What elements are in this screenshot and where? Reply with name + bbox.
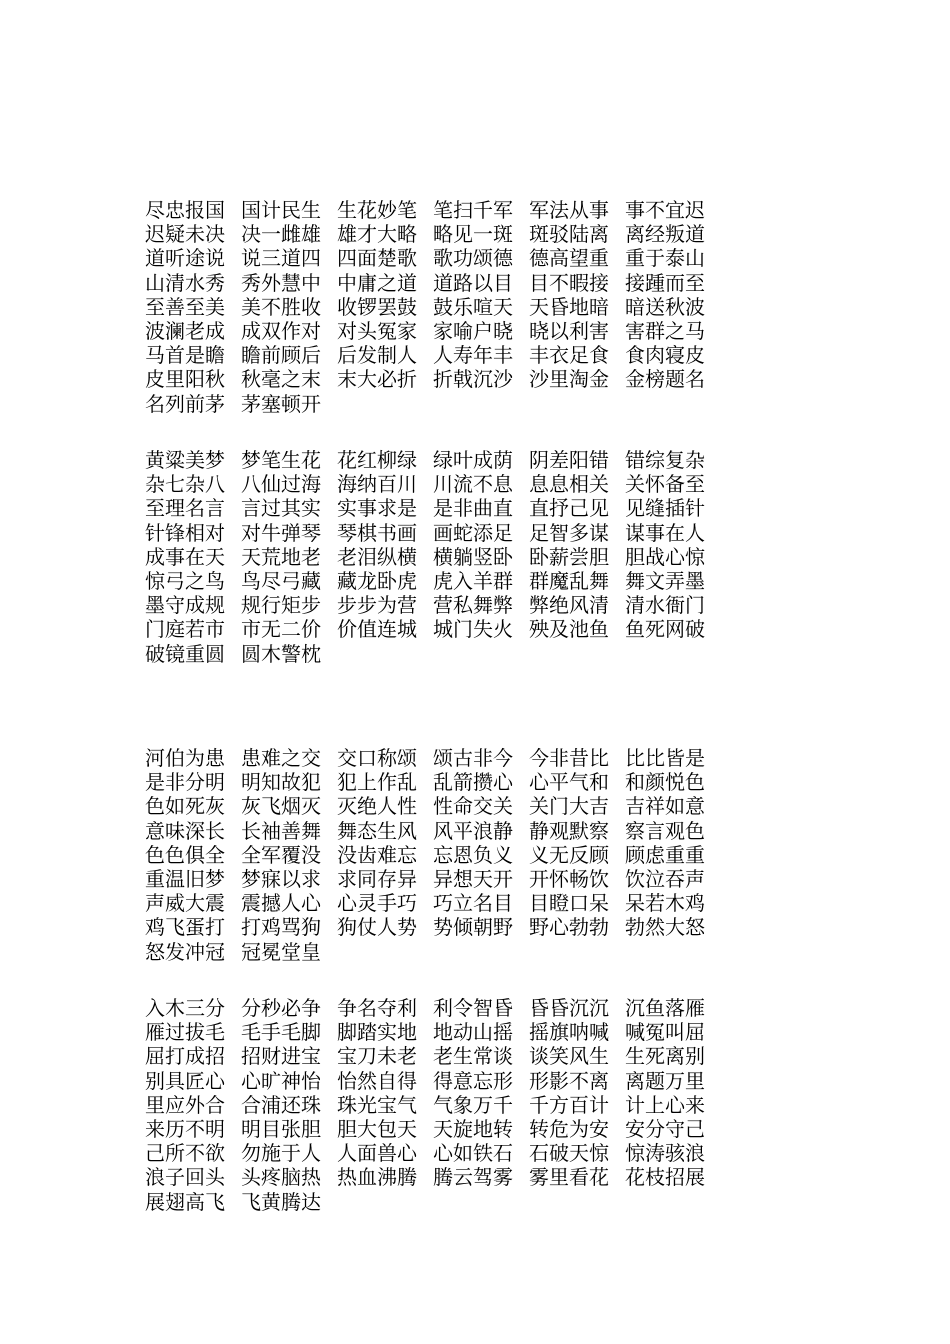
idiom-line — [145, 295, 785, 319]
idiom-word: 接踵而至 — [625, 270, 705, 295]
idiom-word: 沙里淘金 — [529, 367, 609, 392]
idiom-word: 略见一斑 — [433, 222, 513, 247]
idiom-word: 见缝插针 — [625, 496, 705, 521]
idiom-line — [145, 819, 785, 843]
idiom-word: 城门失火 — [433, 617, 513, 642]
idiom-word: 茅塞顿开 — [241, 391, 321, 416]
idiom-word: 形影不离 — [529, 1068, 609, 1093]
idiom-word: 呆若木鸡 — [625, 891, 705, 916]
idiom-word: 怡然自得 — [337, 1068, 417, 1093]
idiom-word: 市无二价 — [241, 617, 321, 642]
idiom-line — [145, 996, 785, 1020]
idiom-word: 己所不欲 — [145, 1141, 225, 1166]
idiom-word: 笔扫千军 — [433, 198, 513, 222]
idiom-word: 清水衙门 — [625, 593, 705, 618]
idiom-word: 谈笑风生 — [529, 1044, 609, 1069]
idiom-word: 屈打成招 — [145, 1044, 225, 1069]
idiom-word: 没齿难忘 — [337, 842, 417, 867]
idiom-line — [145, 770, 785, 794]
idiom-word: 实事求是 — [337, 496, 417, 521]
idiom-word: 花红柳绿 — [337, 448, 417, 472]
idiom-line — [145, 843, 785, 867]
idiom-word: 利令智昏 — [433, 996, 513, 1020]
idiom-word: 毛手毛脚 — [241, 1020, 321, 1045]
idiom-word: 声威大震 — [145, 891, 225, 916]
idiom-word: 弊绝风清 — [529, 593, 609, 618]
idiom-word: 关门大吉 — [529, 794, 609, 819]
idiom-word: 人寿年丰 — [433, 343, 513, 368]
idiom-word: 天昏地暗 — [529, 294, 609, 319]
idiom-word: 心灵手巧 — [337, 891, 417, 916]
idiom-word: 金榜题名 — [625, 367, 705, 392]
idiom-word: 斑驳陆离 — [529, 222, 609, 247]
idiom-word: 离题万里 — [625, 1068, 705, 1093]
idiom-word: 成事在天 — [145, 544, 225, 569]
idiom-word: 皮里阳秋 — [145, 367, 225, 392]
idiom-word: 义无反顾 — [529, 842, 609, 867]
idiom-word: 谋事在人 — [625, 520, 705, 545]
idiom-word: 颂古非今 — [433, 746, 513, 770]
idiom-word: 国计民生 — [241, 198, 321, 222]
idiom-word: 性命交关 — [433, 794, 513, 819]
idiom-word: 鼓乐喧天 — [433, 294, 513, 319]
idiom-word: 得意忘形 — [433, 1068, 513, 1093]
idiom-word: 山清水秀 — [145, 270, 225, 295]
idiom-word: 喊冤叫屈 — [625, 1020, 705, 1045]
idiom-word: 饮泣吞声 — [625, 866, 705, 891]
idiom-line — [145, 1165, 785, 1189]
idiom-line — [145, 915, 785, 939]
idiom-word: 意味深长 — [145, 818, 225, 843]
idiom-word: 生花妙笔 — [337, 198, 417, 222]
idiom-word: 决一雌雄 — [241, 222, 321, 247]
idiom-word: 分秒必争 — [241, 996, 321, 1020]
idiom-word: 察言观色 — [625, 818, 705, 843]
idiom-word: 招财进宝 — [241, 1044, 321, 1069]
idiom-word: 长袖善舞 — [241, 818, 321, 843]
idiom-line — [145, 794, 785, 818]
idiom-line — [145, 392, 785, 416]
idiom-word: 离经叛道 — [625, 222, 705, 247]
idiom-word: 卧薪尝胆 — [529, 544, 609, 569]
idiom-word: 至善至美 — [145, 294, 225, 319]
idiom-word: 食肉寝皮 — [625, 343, 705, 368]
idiom-word: 规行矩步 — [241, 593, 321, 618]
idiom-word: 鱼死网破 — [625, 617, 705, 642]
idiom-word: 关怀备至 — [625, 472, 705, 497]
idiom-word: 对牛弹琴 — [241, 520, 321, 545]
idiom-word: 是非分明 — [145, 770, 225, 795]
idiom-word: 静观默察 — [529, 818, 609, 843]
idiom-word: 和颜悦色 — [625, 770, 705, 795]
idiom-word: 歌功颂德 — [433, 246, 513, 271]
idiom-word: 色如死灰 — [145, 794, 225, 819]
idiom-word: 心旷神怡 — [241, 1068, 321, 1093]
idiom-word: 狗仗人势 — [337, 915, 417, 940]
idiom-word: 雄才大略 — [337, 222, 417, 247]
idiom-word: 异想天开 — [433, 866, 513, 891]
idiom-word: 今非昔比 — [529, 746, 609, 770]
idiom-word: 秀外慧中 — [241, 270, 321, 295]
idiom-word: 鸟尽弓藏 — [241, 568, 321, 593]
idiom-word: 惊弓之鸟 — [145, 568, 225, 593]
idiom-word: 对头冤家 — [337, 318, 417, 343]
idiom-chain-section-3 — [145, 746, 785, 964]
idiom-word: 家喻户晓 — [433, 318, 513, 343]
idiom-word: 怒发冲冠 — [145, 939, 225, 964]
idiom-word: 势倾朝野 — [433, 915, 513, 940]
idiom-word: 求同存异 — [337, 866, 417, 891]
idiom-word: 门庭若市 — [145, 617, 225, 642]
idiom-word: 雾里看花 — [529, 1165, 609, 1190]
idiom-word: 人面兽心 — [337, 1141, 417, 1166]
idiom-line — [145, 246, 785, 270]
idiom-word: 梦寐以求 — [241, 866, 321, 891]
idiom-word: 花枝招展 — [625, 1165, 705, 1190]
idiom-word: 秋毫之末 — [241, 367, 321, 392]
idiom-word: 名列前茅 — [145, 391, 225, 416]
idiom-word: 殃及池鱼 — [529, 617, 609, 642]
idiom-word: 群魔乱舞 — [529, 568, 609, 593]
idiom-word: 鸡飞蛋打 — [145, 915, 225, 940]
idiom-word: 中庸之道 — [337, 270, 417, 295]
idiom-line — [145, 367, 785, 391]
idiom-word: 明知故犯 — [241, 770, 321, 795]
idiom-line — [145, 222, 785, 246]
idiom-word: 德高望重 — [529, 246, 609, 271]
idiom-word: 暗送秋波 — [625, 294, 705, 319]
idiom-word: 老生常谈 — [433, 1044, 513, 1069]
idiom-word: 乱箭攒心 — [433, 770, 513, 795]
idiom-word: 沉鱼落雁 — [625, 996, 705, 1020]
idiom-line — [145, 867, 785, 891]
idiom-word: 生死离别 — [625, 1044, 705, 1069]
idiom-word: 至理名言 — [145, 496, 225, 521]
idiom-word: 折戟沉沙 — [433, 367, 513, 392]
idiom-word: 昏昏沉沉 — [529, 996, 609, 1020]
idiom-word: 打鸡骂狗 — [241, 915, 321, 940]
idiom-word: 明目张胆 — [241, 1116, 321, 1141]
idiom-line — [145, 593, 785, 617]
idiom-word: 天荒地老 — [241, 544, 321, 569]
idiom-word: 勿施于人 — [241, 1141, 321, 1166]
idiom-word: 合浦还珠 — [241, 1092, 321, 1117]
idiom-word: 说三道四 — [241, 246, 321, 271]
idiom-word: 息息相关 — [529, 472, 609, 497]
idiom-word: 成双作对 — [241, 318, 321, 343]
idiom-line — [145, 940, 785, 964]
idiom-word: 里应外合 — [145, 1092, 225, 1117]
idiom-word: 目瞪口呆 — [529, 891, 609, 916]
idiom-word: 热血沸腾 — [337, 1165, 417, 1190]
idiom-line — [145, 642, 785, 666]
idiom-word: 老泪纵横 — [337, 544, 417, 569]
idiom-word: 川流不息 — [433, 472, 513, 497]
idiom-line — [145, 1141, 785, 1165]
idiom-word: 野心勃勃 — [529, 915, 609, 940]
idiom-word: 杂七杂八 — [145, 472, 225, 497]
idiom-line — [145, 448, 785, 472]
idiom-word: 迟疑未决 — [145, 222, 225, 247]
idiom-word: 琴棋书画 — [337, 520, 417, 545]
idiom-line — [145, 1020, 785, 1044]
idiom-word: 患难之交 — [241, 746, 321, 770]
idiom-word: 珠光宝气 — [337, 1092, 417, 1117]
idiom-word: 计上心来 — [625, 1092, 705, 1117]
idiom-chain-section-4 — [145, 996, 785, 1214]
idiom-word: 绿叶成荫 — [433, 448, 513, 472]
idiom-word: 色色俱全 — [145, 842, 225, 867]
idiom-word: 海纳百川 — [337, 472, 417, 497]
idiom-word: 巧立名目 — [433, 891, 513, 916]
idiom-word: 别具匠心 — [145, 1068, 225, 1093]
idiom-word: 忘恩负义 — [433, 842, 513, 867]
idiom-line — [145, 319, 785, 343]
idiom-word: 圆木警枕 — [241, 641, 321, 666]
idiom-word: 宝刀未老 — [337, 1044, 417, 1069]
idiom-word: 飞黄腾达 — [241, 1189, 321, 1214]
idiom-word: 灰飞烟灭 — [241, 794, 321, 819]
idiom-line — [145, 1093, 785, 1117]
idiom-word: 展翅高飞 — [145, 1189, 225, 1214]
idiom-line — [145, 343, 785, 367]
idiom-line — [145, 569, 785, 593]
idiom-word: 阴差阳错 — [529, 448, 609, 472]
idiom-word: 四面楚歌 — [337, 246, 417, 271]
idiom-word: 梦笔生花 — [241, 448, 321, 472]
idiom-word: 墨守成规 — [145, 593, 225, 618]
idiom-word: 八仙过海 — [241, 472, 321, 497]
idiom-word: 害群之马 — [625, 318, 705, 343]
idiom-word: 脚踏实地 — [337, 1020, 417, 1045]
idiom-word: 浪子回头 — [145, 1165, 225, 1190]
idiom-word: 石破天惊 — [529, 1141, 609, 1166]
idiom-word: 晓以利害 — [529, 318, 609, 343]
idiom-line — [145, 617, 785, 641]
idiom-word: 犯上作乱 — [337, 770, 417, 795]
idiom-word: 藏龙卧虎 — [337, 568, 417, 593]
idiom-word: 河伯为患 — [145, 746, 225, 770]
idiom-word: 千方百计 — [529, 1092, 609, 1117]
idiom-word: 腾云驾雾 — [433, 1165, 513, 1190]
idiom-word: 错综复杂 — [625, 448, 705, 472]
idiom-word: 安分守己 — [625, 1116, 705, 1141]
idiom-word: 争名夺利 — [337, 996, 417, 1020]
idiom-word: 足智多谋 — [529, 520, 609, 545]
idiom-word: 横躺竖卧 — [433, 544, 513, 569]
idiom-word: 全军覆没 — [241, 842, 321, 867]
idiom-line — [145, 1044, 785, 1068]
idiom-word: 瞻前顾后 — [241, 343, 321, 368]
idiom-word: 惊涛骇浪 — [625, 1141, 705, 1166]
idiom-line — [145, 521, 785, 545]
idiom-word: 胆战心惊 — [625, 544, 705, 569]
idiom-line — [145, 472, 785, 496]
idiom-word: 风平浪静 — [433, 818, 513, 843]
idiom-word: 营私舞弊 — [433, 593, 513, 618]
idiom-word: 尽忠报国 — [145, 198, 225, 222]
idiom-word: 来历不明 — [145, 1116, 225, 1141]
idiom-word: 震撼人心 — [241, 891, 321, 916]
idiom-chain-section-1 — [145, 198, 785, 416]
idiom-word: 重温旧梦 — [145, 866, 225, 891]
idiom-word: 灭绝人性 — [337, 794, 417, 819]
idiom-word: 转危为安 — [529, 1116, 609, 1141]
idiom-word: 是非曲直 — [433, 496, 513, 521]
idiom-word: 开怀畅饮 — [529, 866, 609, 891]
idiom-word: 画蛇添足 — [433, 520, 513, 545]
idiom-word: 比比皆是 — [625, 746, 705, 770]
idiom-word: 丰衣足食 — [529, 343, 609, 368]
idiom-word: 吉祥如意 — [625, 794, 705, 819]
idiom-word: 心如铁石 — [433, 1141, 513, 1166]
idiom-word: 顾虑重重 — [625, 842, 705, 867]
idiom-line — [145, 496, 785, 520]
idiom-line — [145, 271, 785, 295]
idiom-word: 事不宜迟 — [625, 198, 705, 222]
idiom-word: 步步为营 — [337, 593, 417, 618]
idiom-word: 破镜重圆 — [145, 641, 225, 666]
idiom-word: 后发制人 — [337, 343, 417, 368]
idiom-word: 心平气和 — [529, 770, 609, 795]
idiom-word: 末大必折 — [337, 367, 417, 392]
idiom-word: 目不暇接 — [529, 270, 609, 295]
idiom-word: 直抒己见 — [529, 496, 609, 521]
idiom-word: 地动山摇 — [433, 1020, 513, 1045]
idiom-word: 军法从事 — [529, 198, 609, 222]
idiom-line — [145, 1069, 785, 1093]
idiom-word: 气象万千 — [433, 1092, 513, 1117]
idiom-line — [145, 545, 785, 569]
idiom-word: 针锋相对 — [145, 520, 225, 545]
idiom-word: 收锣罢鼓 — [337, 294, 417, 319]
idiom-word: 摇旗呐喊 — [529, 1020, 609, 1045]
idiom-word: 美不胜收 — [241, 294, 321, 319]
idiom-word: 重于泰山 — [625, 246, 705, 271]
idiom-word: 舞文弄墨 — [625, 568, 705, 593]
idiom-line — [145, 1190, 785, 1214]
idiom-word: 天旋地转 — [433, 1116, 513, 1141]
idiom-word: 马首是瞻 — [145, 343, 225, 368]
idiom-word: 胆大包天 — [337, 1116, 417, 1141]
idiom-line — [145, 1117, 785, 1141]
idiom-chain-section-2 — [145, 448, 785, 666]
idiom-word: 头疼脑热 — [241, 1165, 321, 1190]
idiom-line — [145, 198, 785, 222]
idiom-word: 道路以目 — [433, 270, 513, 295]
idiom-word: 道听途说 — [145, 246, 225, 271]
idiom-word: 虎入羊群 — [433, 568, 513, 593]
idiom-word: 交口称颂 — [337, 746, 417, 770]
idiom-word: 入木三分 — [145, 996, 225, 1020]
idiom-word: 波澜老成 — [145, 318, 225, 343]
idiom-word: 黄粱美梦 — [145, 448, 225, 472]
idiom-word: 雁过拔毛 — [145, 1020, 225, 1045]
idiom-word: 勃然大怒 — [625, 915, 705, 940]
idiom-word: 价值连城 — [337, 617, 417, 642]
idiom-word: 舞态生风 — [337, 818, 417, 843]
idiom-word: 冠冕堂皇 — [241, 939, 321, 964]
idiom-word: 言过其实 — [241, 496, 321, 521]
idiom-line — [145, 891, 785, 915]
idiom-line — [145, 746, 785, 770]
